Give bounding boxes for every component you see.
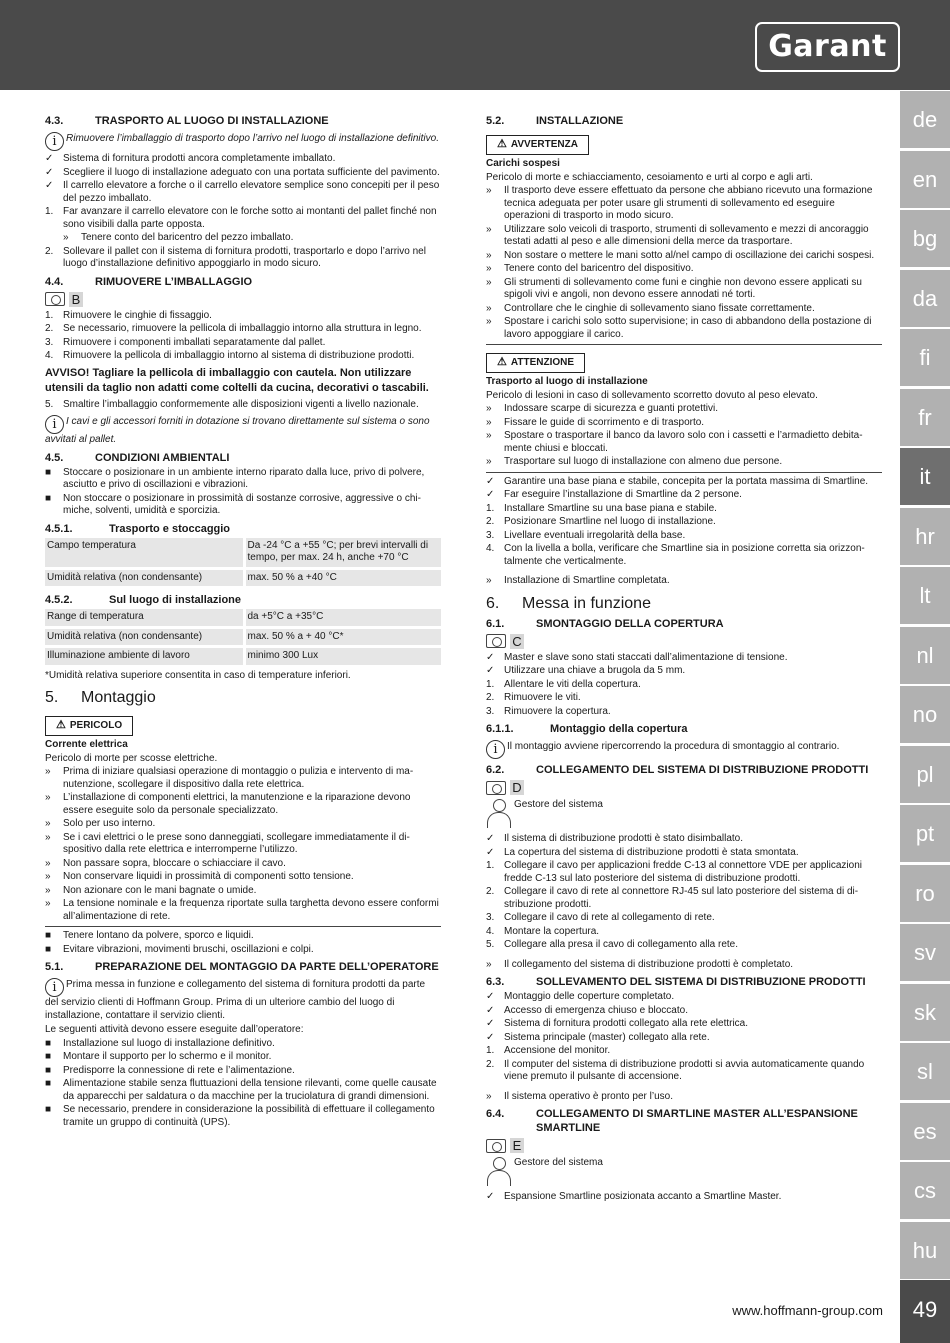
garant-logo: Garant bbox=[755, 22, 900, 72]
info-icon: i bbox=[45, 132, 64, 151]
warning-bullet: » Tenere conto del baricentro del dispositivo. bbox=[486, 263, 694, 274]
divider bbox=[486, 472, 882, 473]
check-item: ✓ Garantire una base piana e stabile, concepita per la portata massima di Smartline. bbox=[486, 475, 869, 487]
step-item: 2. Se necessario, rimuovere la pellicola di imballaggio intorno alla struttura in legno. bbox=[45, 323, 422, 334]
square-item: ■ Installazione sul luogo di installazione definitivo. bbox=[45, 1037, 275, 1049]
language-tab-lt[interactable]: lt bbox=[900, 566, 950, 624]
step-item: 2. Sollevare il pallet con il sistema di fornitura prodotti, trasportarlo e dopo l’arrivo nel luogo d’installazione definitivo appoggiarlo in modo sicuro. bbox=[45, 245, 426, 269]
square-item: ■ Alimentazione stabile senza fluttuazioni della tensione rilevanti, come quelle causate da apparecchi per saldatura o da macchine per la truciolatura di grandi dimensioni. bbox=[45, 1078, 437, 1102]
step-item: 2. Collegare il cavo di rete al connettore RJ-45 sul lato posteriore del sistema di distribuzione prodotti. bbox=[486, 886, 859, 910]
check-item: ✓ Utilizzare una chiave a brugola da 5 mm. bbox=[486, 665, 686, 676]
language-tab-cs[interactable]: cs bbox=[900, 1161, 950, 1219]
caution-text: Pericolo di lesioni in caso di sollevamento scorretto dovuto al peso elevato. bbox=[486, 389, 818, 401]
danger-bullet: » Non azionare con le mani bagnate o umide. bbox=[45, 884, 257, 896]
square-item: ■ Se necessario, prendere in considerazione la possibilità di effettuare il collegamento tramite un gruppo di continuità (UPS). bbox=[45, 1104, 435, 1128]
step-item: 2. Rimuovere le viti. bbox=[486, 692, 581, 703]
caution-bullet: » Spostare o trasportare il banco da lavoro solo con i cassetti e l’armadietto debitamente chiusi e bloccati. bbox=[486, 430, 863, 454]
subsection-heading: 4.5.1. Trasporto e stoccaggio bbox=[45, 522, 231, 535]
footnote: *Umidità relativa superiore consentita in caso di temperature inferiori. bbox=[45, 669, 351, 681]
danger-bullet: » La tensione nominale e la frequenza riportate sulla targhetta devono essere conformi all’alimentazione di rete. bbox=[45, 898, 439, 922]
figure-ref: E bbox=[486, 1138, 882, 1153]
check-item: ✓ Sistema principale (master) collegato alla rete. bbox=[486, 1031, 710, 1043]
step-item: 5. Collegare alla presa il cavo di collegamento alla rete. bbox=[486, 939, 739, 950]
warning-triangle-icon: ⚠ bbox=[497, 356, 507, 368]
step-item: 4. Con la livella a bolla, verificare che Smartline sia in posizione corretta sia orizzontalmente che verticalmente. bbox=[486, 543, 865, 567]
step-item: 1. Collegare il cavo per applicazioni fredde C-13 al connettore VDE per applicazioni fredde C-13 sul lato posteriore del sistema di distribuzione prodotti. bbox=[486, 860, 862, 884]
danger-bullet: » Non passare sopra, bloccare o schiacciare il cavo. bbox=[45, 857, 286, 869]
language-sidebar bbox=[900, 90, 950, 1280]
step-item: 1. Allentare le viti della copertura. bbox=[486, 678, 641, 690]
camera-icon bbox=[486, 634, 506, 648]
warning-triangle-icon: ⚠ bbox=[497, 138, 507, 150]
table-row: Illuminazione ambiente di lavoro minimo 300 Lux bbox=[45, 647, 441, 667]
footer-url[interactable]: www.hoffmann-group.com bbox=[732, 1303, 883, 1318]
sub-bullet: » Tenere conto del baricentro del pezzo imballato. bbox=[63, 232, 294, 243]
section-heading: 5.2. INSTALLAZIONE bbox=[486, 115, 624, 127]
result-item: » Il sistema operativo è pronto per l’uso. bbox=[486, 1090, 673, 1102]
step-item: 5. Smaltire l’imballaggio conformemente alle disposizioni vigenti a livello nazionale. bbox=[45, 398, 419, 410]
check-item: ✓ Il carrello elevatore a forche o il carrello elevatore semplice sono concepiti per il peso del pezzo imballato. bbox=[45, 180, 440, 204]
square-item: ■ Predisporre la connessione di rete e l’alimentazione. bbox=[45, 1064, 295, 1076]
language-tab-it[interactable]: it bbox=[900, 447, 950, 505]
danger-bullet: » L’installazione di componenti elettrici, la manutenzione e la riparazione devono essere eseguite solo da personale specializzato. bbox=[45, 792, 411, 816]
check-item: ✓ Il sistema di distribuzione prodotti è stato disimballato. bbox=[486, 833, 744, 844]
danger-bullet: » Prima di iniziare qualsiasi operazione di montaggio o pulizia e intervento di manutenzione, scollegare il dispositivo dalla rete elettrica. bbox=[45, 766, 414, 790]
square-item: ■ Stoccare o posizionare in un ambiente interno riparato dalla luce, privo di polvere, asciutto e privo di oscillazioni e vibrazioni. bbox=[45, 466, 425, 490]
language-tab-sv[interactable]: sv bbox=[900, 923, 950, 981]
warning-label: ⚠ AVVERTENZA bbox=[486, 135, 589, 155]
table-row: Umidità relativa (non condensante) max. 50 % a +40 °C bbox=[45, 568, 441, 588]
language-tab-en[interactable]: en bbox=[900, 150, 950, 208]
warning-title: Carichi sospesi bbox=[486, 158, 560, 169]
person-icon bbox=[486, 1157, 512, 1187]
camera-icon bbox=[486, 1139, 506, 1153]
language-tab-sk[interactable]: sk bbox=[900, 983, 950, 1041]
check-item: ✓ Far eseguire l’installazione di Smartline da 2 persone. bbox=[486, 489, 742, 500]
language-tab-no[interactable]: no bbox=[900, 685, 950, 743]
section-heading: 4.3. TRASPORTO AL LUOGO DI INSTALLAZIONE bbox=[45, 115, 329, 127]
step-item: 3. Collegare il cavo di rete al collegamento di rete. bbox=[486, 912, 715, 923]
step-item: 4. Montare la copertura. bbox=[486, 925, 600, 937]
language-tab-pl[interactable]: pl bbox=[900, 745, 950, 803]
info-note: i I cavi e gli accessori forniti in dotazione si trovano direttamente sul sistema o sono avvitati al pallet. bbox=[45, 416, 430, 445]
warning-text: Pericolo di morte e schiacciamento, cesoiamento e urti al corpo e agli arti. bbox=[486, 171, 813, 183]
role-row: Gestore del sistema bbox=[486, 1157, 882, 1187]
danger-text: Pericolo di morte per scosse elettriche. bbox=[45, 752, 218, 764]
square-item: ■ Evitare vibrazioni, movimenti bruschi, oscillazioni e colpi. bbox=[45, 943, 314, 955]
warning-bullet: » Il trasporto deve essere effettuato da persone che abbiano ricevuto una formazione tecnica adeguata per poter usare gli strumenti di sollevamento ed eseguire operazioni di trasporto in modo sicuro. bbox=[486, 185, 873, 221]
table-row: Campo temperatura Da -24 °C a +55 °C; per brevi intervalli di tempo, per max. 24 h, anche +70 °C bbox=[45, 538, 441, 569]
language-tab-nl[interactable]: nl bbox=[900, 626, 950, 684]
info-note: i Prima messa in funzione e collegamento del sistema di fornitura prodotti da parte del servizio clienti di Hoffmann Group. Prima di un ulteriore cambio del luogo di installazione, contattare il servizio clienti. bbox=[45, 979, 426, 1021]
step-item: 3. Rimuovere la copertura. bbox=[486, 705, 611, 717]
square-item: ■ Non stoccare o posizionare in prossimità di sostanze corrosive, aggressive o chimiche, solventi, umidità e sporcizia. bbox=[45, 492, 421, 516]
table-row: Umidità relativa (non condensante) max. 50 % a + 40 °C* bbox=[45, 627, 441, 647]
section-heading: 4.5. CONDIZIONI AMBIENTALI bbox=[45, 451, 230, 464]
installation-table bbox=[45, 609, 441, 668]
warning-bullet: » Utilizzare solo veicoli di trasporto, strumenti di sollevamento e mezzi di ancoraggio testati adatti al peso e alle dimensioni della merce da trasportare. bbox=[486, 223, 869, 247]
check-item: ✓ Sistema di fornitura prodotti ancora completamente imballato. bbox=[45, 153, 336, 164]
language-tab-hr[interactable]: hr bbox=[900, 507, 950, 565]
person-icon bbox=[486, 799, 512, 829]
divider bbox=[486, 344, 882, 345]
danger-bullet: » Se i cavi elettrici o le prese sono danneggiati, scollegare immediatamente il dispositivo dalla rete elettrica e interromperne l’utilizzo. bbox=[45, 831, 410, 855]
caution-title: Trasporto al luogo di installazione bbox=[486, 376, 648, 387]
step-item: 2. Posizionare Smartline nel luogo di installazione. bbox=[486, 516, 716, 527]
warning-bullet: » Spostare i carichi solo sotto supervisione; in caso di abbandono della postazione di lavoro appoggiare il carico. bbox=[486, 316, 872, 340]
right-column bbox=[486, 110, 882, 1205]
header-bar bbox=[0, 0, 950, 90]
result-item: » Il collegamento del sistema di distribuzione prodotti è completato. bbox=[486, 958, 794, 970]
language-tab-pt[interactable]: pt bbox=[900, 804, 950, 862]
section-heading: 6.2. COLLEGAMENTO DEL SISTEMA DI DISTRIBUZIONE PRODOTTI bbox=[486, 764, 869, 776]
danger-title: Corrente elettrica bbox=[45, 739, 128, 750]
caution-label: ⚠ ATTENZIONE bbox=[486, 353, 585, 373]
role-row: Gestore del sistema bbox=[486, 799, 882, 829]
step-item: 1. Rimuovere le cinghie di fissaggio. bbox=[45, 309, 212, 321]
divider bbox=[45, 926, 441, 927]
danger-bullet: » Solo per uso interno. bbox=[45, 818, 156, 829]
language-tab-ro[interactable]: ro bbox=[900, 864, 950, 922]
step-item: 1. Installare Smartline su una base piana e stabile. bbox=[486, 502, 717, 514]
camera-icon bbox=[486, 781, 506, 795]
page-number: 49 bbox=[900, 1280, 950, 1343]
check-item: ✓ Montaggio delle coperture completato. bbox=[486, 991, 675, 1002]
warning-bullet: » Non sostare o mettere le mani sotto al/nel campo di oscillazione dei carichi sospesi. bbox=[486, 249, 875, 261]
result-item: » Installazione di Smartline completata. bbox=[486, 575, 670, 586]
language-tab-da[interactable]: da bbox=[900, 269, 950, 327]
square-item: ■ Montare il supporto per lo schermo e il monitor. bbox=[45, 1051, 272, 1062]
info-icon: i bbox=[45, 978, 64, 997]
check-item: ✓ Scegliere il luogo di installazione adeguato con una portata sufficiente del pavimento. bbox=[45, 166, 440, 178]
left-column bbox=[45, 110, 441, 1130]
section-heading: 6.4. COLLEGAMENTO DI SMARTLINE MASTER ALL’ESPANSIONE SMARTLINE bbox=[486, 1108, 858, 1134]
caution-bullet: » Trasportare sul luogo di installazione con almeno due persone. bbox=[486, 456, 783, 467]
section-heading: 4.4. RIMUOVERE L’IMBALLAGGIO bbox=[45, 275, 253, 288]
info-note: i Rimuovere l’imballaggio di trasporto dopo l’arrivo nel luogo di installazione definitivo. bbox=[45, 132, 441, 151]
section-heading: 5.1. PREPARAZIONE DEL MONTAGGIO DA PARTE DELL’OPERATORE bbox=[45, 961, 439, 973]
notice-text: AVVISO! Tagliare la pellicola di imballaggio con cautela. Non utilizzare utensili da taglio non adatti come coltelli da cucina, decorativi o tascabili. bbox=[45, 366, 429, 394]
figure-ref: B bbox=[45, 292, 441, 307]
warning-triangle-icon: ⚠ bbox=[56, 719, 66, 731]
check-item: ✓ La copertura del sistema di distribuzione prodotti è stata smontata. bbox=[486, 846, 799, 858]
language-tab-bg[interactable]: bg bbox=[900, 209, 950, 267]
intro-text: Le seguenti attività devono essere eseguite dall’operatore: bbox=[45, 1024, 304, 1035]
subsection-heading: 4.5.2. Sul luogo di installazione bbox=[45, 594, 242, 606]
transport-table bbox=[45, 538, 441, 590]
danger-label: ⚠ PERICOLO bbox=[45, 716, 133, 736]
table-row: Range di temperatura da +5°C a +35°C bbox=[45, 609, 441, 627]
figure-ref: D bbox=[486, 780, 882, 795]
check-item: ✓ Master e slave sono stati staccati dall’alimentazione di tensione. bbox=[486, 651, 788, 663]
check-item: ✓ Accesso di emergenza chiuso e bloccato. bbox=[486, 1004, 688, 1016]
step-item: 3. Livellare eventuali irregolarità della base. bbox=[486, 529, 686, 541]
info-note: i Il montaggio avviene ripercorrendo la procedura di smontaggio al contrario. bbox=[486, 740, 882, 759]
section-heading: 6.3. SOLLEVAMENTO DEL SISTEMA DI DISTRIBUZIONE PRODOTTI bbox=[486, 976, 866, 988]
warning-bullet: » Gli strumenti di sollevamento come funi e cinghie non devono essere applicati su spigoli vivi e angoli, non devono essere annodati né torti. bbox=[486, 276, 862, 300]
step-item: 1. Far avanzare il carrello elevatore con le forche sotto ai montanti del pallet finché non sono visibili dalla parte opposta. bbox=[45, 206, 437, 230]
caution-bullet: » Indossare scarpe di sicurezza e guanti protettivi. bbox=[486, 403, 718, 414]
step-item: 3. Rimuovere i componenti imballati separatamente dal pallet. bbox=[45, 336, 326, 348]
info-icon: i bbox=[486, 740, 505, 759]
chapter-heading: 5. Montaggio bbox=[45, 689, 156, 706]
language-tab-es[interactable]: es bbox=[900, 1102, 950, 1160]
step-item: 1. Accensione del monitor. bbox=[486, 1045, 611, 1056]
figure-ref: C bbox=[486, 634, 882, 649]
subsection-heading: 6.1.1. Montaggio della copertura bbox=[486, 723, 688, 735]
chapter-heading: 6. Messa in funzione bbox=[486, 594, 651, 612]
camera-icon bbox=[45, 292, 65, 306]
language-tab-fi[interactable]: fi bbox=[900, 328, 950, 386]
check-item: ✓ Espansione Smartline posizionata accanto a Smartline Master. bbox=[486, 1191, 782, 1202]
danger-bullet: » Non conservare liquidi in prossimità di componenti sotto tensione. bbox=[45, 871, 354, 882]
section-heading: 6.1. SMONTAGGIO DELLA COPERTURA bbox=[486, 617, 724, 630]
square-item: ■ Tenere lontano da polvere, sporco e liquidi. bbox=[45, 930, 254, 941]
step-item: 2. Il computer del sistema di distribuzione prodotti si avvia automaticamente quando viene premuto il pulsante di accensione. bbox=[486, 1058, 865, 1082]
language-tab-hu[interactable]: hu bbox=[900, 1221, 950, 1279]
language-tab-sl[interactable]: sl bbox=[900, 1042, 950, 1100]
warning-bullet: » Controllare che le cinghie di sollevamento siano fissate correttamente. bbox=[486, 302, 815, 314]
check-item: ✓ Sistema di fornitura prodotti collegato alla rete elettrica. bbox=[486, 1018, 749, 1029]
language-tab-de[interactable]: de bbox=[900, 90, 950, 148]
step-item: 4. Rimuovere la pellicola di imballaggio intorno al sistema di distribuzione prodotti. bbox=[45, 350, 415, 361]
caution-bullet: » Fissare le guide di scorrimento e di trasporto. bbox=[486, 416, 705, 428]
language-tab-fr[interactable]: fr bbox=[900, 388, 950, 446]
info-icon: i bbox=[45, 415, 64, 434]
